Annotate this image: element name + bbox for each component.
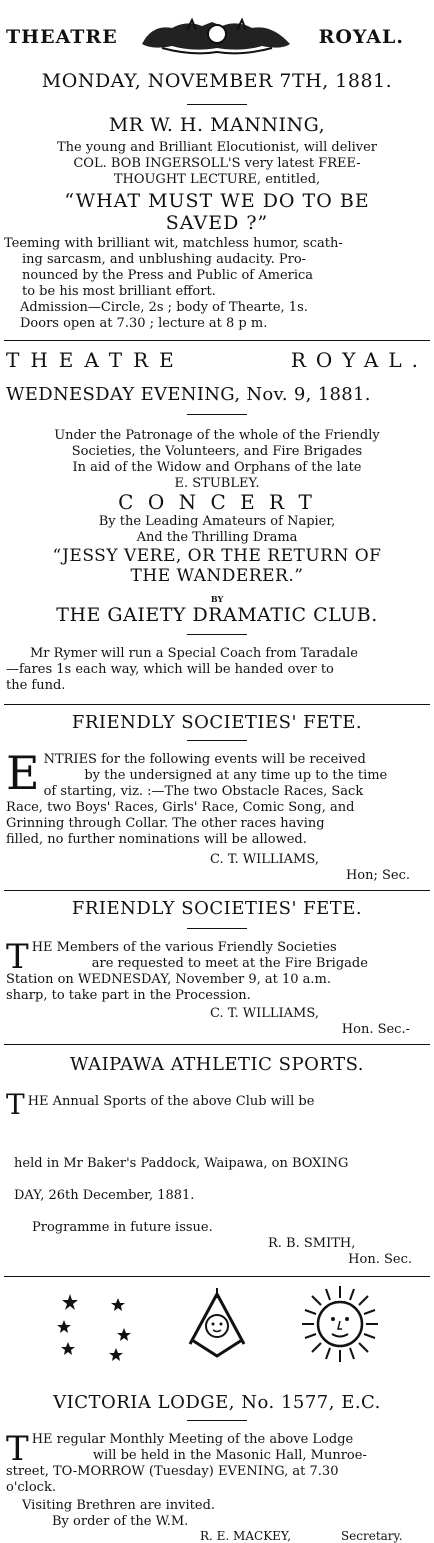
leading-amateurs: By the Leading Amateurs of Napier, — [98, 514, 336, 529]
fete-heading-2: FRIENDLY SOCIETIES' FETE. — [71, 898, 363, 919]
section-divider — [4, 340, 430, 341]
lecture-description: Teeming with brilliant wit, matchless humor, scath- ing sarcasm, and unblushing audacity. Pro- nounced by the Press and Public of America to be his most brilliant effort. — [4, 236, 343, 299]
sports-signer: R. B. SMITH, — [268, 1236, 356, 1251]
waipawa-sports-heading: WAIPAWA ATHLETIC SPORTS. — [69, 1054, 365, 1075]
presenter-name: MR W. H. MANNING, — [108, 114, 326, 136]
lodge-signer-title: Secretary. — [340, 1529, 403, 1543]
door-times: Doors open at 7.30 ; lecture at 8 p m. — [20, 316, 268, 331]
visiting-brethren: Visiting Brethren are invited. — [22, 1498, 216, 1513]
drop-cap: T — [6, 1429, 29, 1469]
by-line: BY — [210, 594, 224, 604]
victoria-lodge-heading: VICTORIA LODGE, No. 1577, E.C. — [53, 1392, 381, 1413]
royal-word-spaced: ROYAL. — [290, 348, 428, 372]
lecture-title-line-1: “WHAT MUST WE DO TO BE — [64, 190, 370, 212]
dramatic-club-name: THE GAIETY DRAMATIC CLUB. — [56, 604, 378, 626]
sun-face-icon — [300, 1284, 380, 1364]
lodge-signer: R. E. MACKEY, Secretary. — [200, 1529, 403, 1543]
theatre-word: THEATRE — [6, 26, 118, 48]
lecture-intro: The young and Brilliant Elocutionist, will deliver COL. BOB INGERSOLL'S very latest FREE- THOUGHT LECTURE, entitled, — [56, 140, 378, 187]
theatre-word-spaced: THEATRE — [6, 348, 185, 372]
fete-signer-title: Hon; Sec. — [345, 868, 410, 883]
short-divider — [187, 1420, 247, 1421]
procession-notice: T HE Members of the various Friendly Societies are requested to meet at the Fire Brigade Station on WEDNESDAY, November 9, at 10 a.m. sharp, to take part in the Procession. — [6, 937, 368, 1003]
masonic-emblems — [0, 1282, 434, 1366]
section-divider — [4, 704, 430, 705]
lecture-date: MONDAY, NOVEMBER 7TH, 1881. — [41, 70, 393, 92]
royal-coat-of-arms-icon — [132, 14, 302, 56]
lecture-title-line-2: SAVED ?” — [165, 212, 269, 234]
concert-date: WEDNESDAY EVENING, Nov. 9, 1881. — [6, 384, 371, 405]
drop-cap: E — [6, 746, 40, 800]
sports-signer-title: Hon. Sec. — [348, 1252, 412, 1267]
short-divider — [187, 414, 247, 415]
play-title-line-1: “JESSY VERE, OR THE RETURN OF — [52, 546, 382, 566]
fete-entries-notice: E NTRIES for the following events will be received by the undersigned at any time up to the time of starting, viz. :—The two Obstacle Races, Sack Race, two Boys' Races, Girls' Race, Comic Song, and Grinning through Collar. The other races having filled, no further nominations will be allowed. — [6, 746, 388, 847]
moon-and-stars-icon — [54, 1284, 134, 1364]
sports-notice-line-3: DAY, 26th December, 1881. — [14, 1188, 195, 1203]
section-divider — [4, 1276, 430, 1277]
fete-heading-1: FRIENDLY SOCIETIES' FETE. — [71, 712, 363, 733]
short-divider — [187, 634, 247, 635]
by-order: By order of the W.M. — [52, 1514, 189, 1529]
procession-signer: C. T. WILLIAMS, — [210, 1006, 319, 1021]
play-title-line-2: THE WANDERER.” — [130, 566, 304, 586]
admission-prices: Admission—Circle, 2s ; body of Thearte, 1s. — [20, 300, 308, 315]
coach-notice: Mr Rymer will run a Special Coach from Taradale —fares 1s each way, which will be handed over to the fund. — [6, 646, 358, 693]
patronage-text: Under the Patronage of the whole of the Friendly Societies, the Volunteers, and Fire Brigades In aid of the Widow and Orphans of the late E. STUBLEY. — [54, 428, 380, 491]
short-divider — [187, 928, 247, 929]
royal-word: ROYAL. — [318, 26, 404, 48]
section-divider — [4, 1044, 430, 1045]
short-divider — [187, 104, 247, 105]
drop-cap: T — [6, 1088, 25, 1121]
thrilling-drama: And the Thrilling Drama — [136, 530, 298, 545]
section-divider — [4, 890, 430, 891]
programme-note: Programme in future issue. — [32, 1220, 213, 1235]
short-divider — [187, 740, 247, 741]
fete-signer: C. T. WILLIAMS, — [210, 852, 319, 867]
theatre-royal-heading-2 — [0, 348, 434, 388]
procession-signer-title: Hon. Sec.- — [341, 1022, 410, 1037]
lodge-meeting-notice: T HE regular Monthly Meeting of the above Lodge will be held in the Masonic Hall, Munroe- street, TO-MORROW (Tuesday) EVENING, at 7.30 o'clock. — [6, 1429, 367, 1495]
sports-notice-line-1: T HE Annual Sports of the above Club will be — [6, 1088, 315, 1121]
concert-heading: C O N C E R T — [118, 490, 316, 514]
sports-notice-line-2: held in Mr Baker's Paddock, Waipawa, on BOXING — [14, 1156, 349, 1171]
square-and-compass-icon — [182, 1284, 252, 1364]
theatre-royal-masthead — [0, 18, 434, 58]
drop-cap: T — [6, 937, 29, 977]
